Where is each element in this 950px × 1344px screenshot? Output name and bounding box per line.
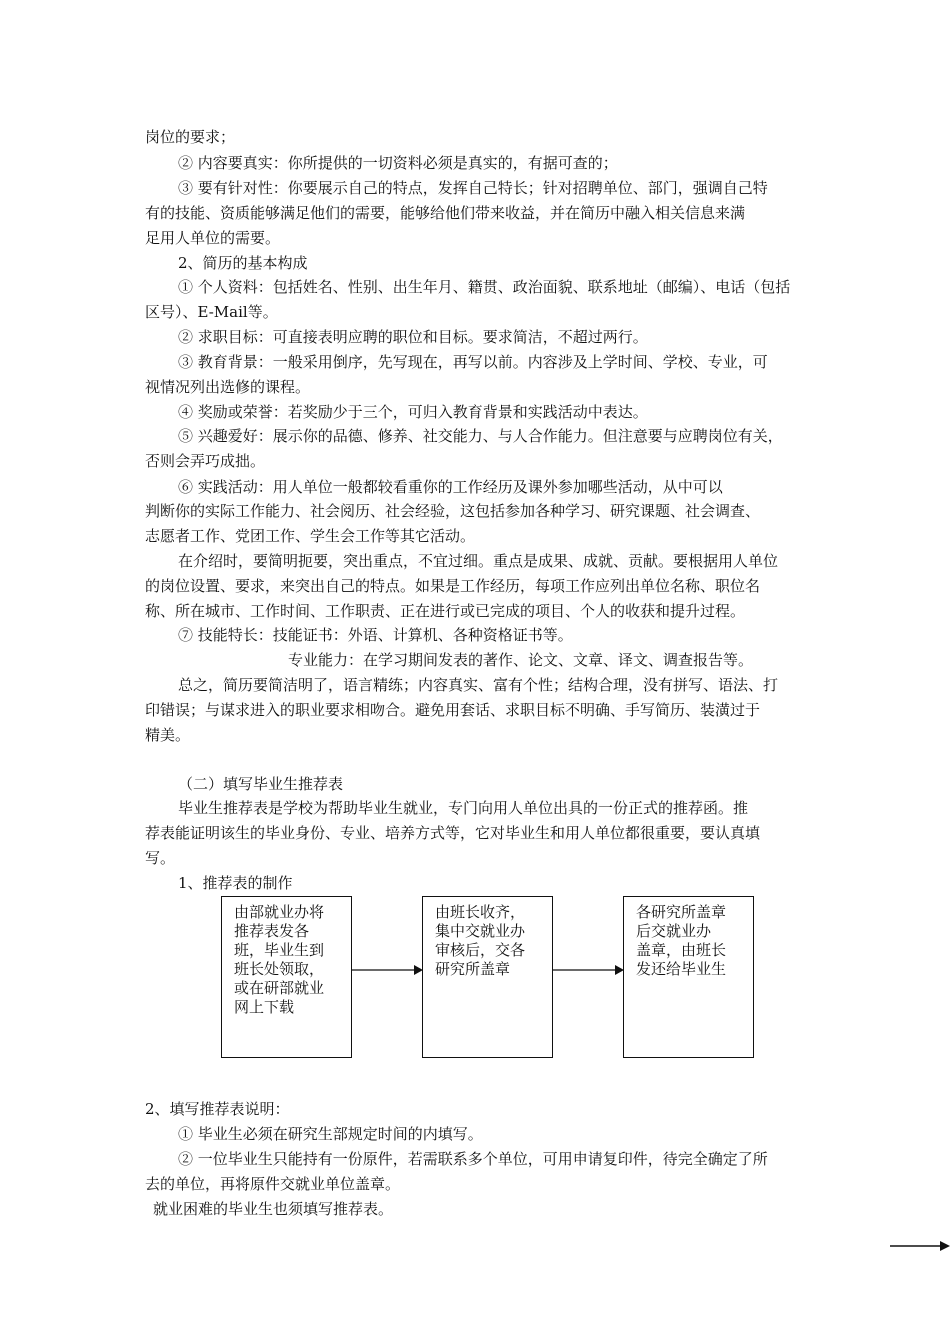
text-line: 视情况列出选修的课程。 (145, 378, 311, 396)
text-line: ① 个人资料：包括姓名、性别、出生年月、籍贯、政治面貌、联系地址（邮编）、电话（包括 (178, 278, 791, 296)
margin-arrow-icon (890, 1238, 950, 1254)
flow-box-collect: 由班长收齐， 集中交就业办 审核后，交各 研究所盖章 (422, 896, 553, 1058)
flow-box-stamp: 各研究所盖章 后交就业办 盖章，由班长 发还给毕业生 (623, 896, 754, 1058)
text-line: 就业困难的毕业生也须填写推荐表。 (153, 1200, 394, 1218)
text-line: 毕业生推荐表是学校为帮助毕业生就业，专门向用人单位出具的一份正式的推荐函。推 (178, 799, 749, 817)
flow-arrow-icon (352, 962, 424, 978)
text-line: 岗位的要求； (145, 128, 236, 146)
text-line: 总之，简历要简洁明了，语言精练；内容真实、富有个性；结构合理，没有拼写、语法、打 (178, 676, 779, 694)
text-line: ② 内容要真实：你所提供的一切资料必须是真实的，有据可查的； (178, 154, 618, 172)
text-line: 判断你的实际工作能力、社会阅历、社会经验，这包括参加各种学习、研究课题、社会调查、 (145, 502, 761, 520)
text-line: 志愿者工作、党团工作、学生会工作等其它活动。 (145, 527, 476, 545)
text-line: ③ 要有针对性：你要展示自己的特点，发挥自己特长；针对招聘单位、部门，强调自己特 (178, 179, 768, 197)
text-line: 写。 (145, 849, 176, 867)
text-line: 足用人单位的需要。 (145, 229, 281, 247)
text-line: ⑤ 兴趣爱好：展示你的品德、修养、社交能力、与人合作能力。但注意要与应聘岗位有关， (178, 427, 783, 445)
text-line: 的岗位设置、要求，来突出自己的特点。如果是工作经历，每项工作应列出单位名称、职位名 (145, 577, 761, 595)
text-line: 否则会弄巧成拙。 (145, 452, 266, 470)
text-line: ⑦ 技能特长：技能证书：外语、计算机、各种资格证书等。 (178, 626, 573, 644)
flow-arrow-icon (553, 962, 625, 978)
section-heading: （二）填写毕业生推荐表 (178, 775, 344, 793)
text-line: ② 求职目标：可直接表明应聘的职位和目标。要求简洁，不超过两行。 (178, 328, 648, 346)
text-line: 荐表能证明该生的毕业身份、专业、培养方式等，它对毕业生和用人单位都很重要，要认真填 (145, 824, 761, 842)
text-line: ④ 奖励或荣誉：若奖励少于三个，可归入教育背景和实践活动中表达。 (178, 403, 648, 421)
text-line: ③ 教育背景：一般采用倒序，先写现在，再写以前。内容涉及上学时间、学校、专业，可 (178, 353, 768, 371)
text-line: 在介绍时，要简明扼要，突出重点，不宜过细。重点是成果、成就、贡献。要根据用人单位 (178, 552, 779, 570)
section-heading: 1、推荐表的制作 (178, 874, 293, 892)
section-heading: 2、简历的基本构成 (178, 254, 308, 272)
text-line: 有的技能、资质能够满足他们的需要，能够给他们带来收益，并在简历中融入相关信息来满 (145, 204, 746, 222)
text-line: 去的单位，再将原件交就业单位盖章。 (145, 1175, 401, 1193)
text-line: 区号）、E-Mail等。 (145, 303, 278, 321)
text-line: ① 毕业生必须在研究生部规定时间的内填写。 (178, 1125, 483, 1143)
text-line: 精美。 (145, 726, 191, 744)
text-line: ⑥ 实践活动：用人单位一般都较看重你的工作经历及课外参加哪些活动，从中可以 (178, 478, 723, 496)
section-heading: 2、填写推荐表说明： (145, 1100, 290, 1118)
text-line: 称、所在城市、工作时间、工作职责、正在进行或已完成的项目、个人的收获和提升过程。 (145, 602, 746, 620)
text-line: 专业能力：在学习期间发表的著作、论文、文章、译文、调查报告等。 (288, 651, 754, 669)
text-line: ② 一位毕业生只能持有一份原件，若需联系多个单位，可用申请复印件，待完全确定了所 (178, 1150, 768, 1168)
flow-box-distribute: 由部就业办将 推荐表发各 班，毕业生到 班长处领取， 或在研部就业 网上下载 (221, 896, 352, 1058)
text-line: 印错误；与谋求进入的职业要求相吻合。避免用套话、求职目标不明确、手写简历、装潢过于 (145, 701, 761, 719)
